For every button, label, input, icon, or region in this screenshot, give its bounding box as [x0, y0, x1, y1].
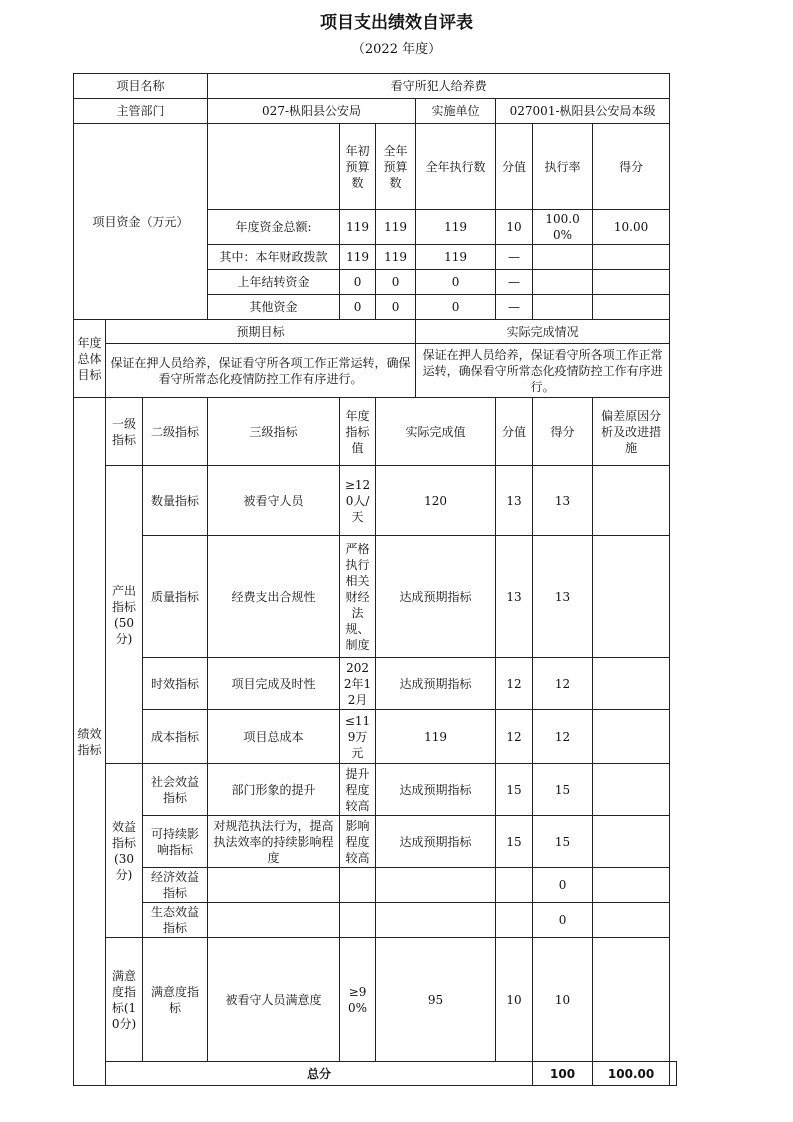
initial-budget-header: 年初预算数 [340, 124, 376, 210]
score-value-header: 分值 [496, 124, 533, 210]
target-cell [340, 868, 376, 903]
actual-cell: 达成预期指标 [376, 536, 496, 658]
target-header: 年度指标值 [340, 398, 376, 466]
deviation-cell [593, 658, 670, 710]
indicator-row [74, 658, 677, 710]
funds-header-row [74, 124, 677, 210]
project-name-row [74, 74, 677, 99]
funds-row-label: 其他资金 [208, 295, 340, 320]
level3-cell: 对规范执法行为，提高执法效率的持续影响程度 [208, 816, 340, 868]
overall-goal-label: 年度总体目标 [74, 320, 106, 398]
department-value: 027-枞阳县公安局 [208, 99, 416, 124]
deviation-cell [593, 466, 670, 536]
actual-cell: 95 [376, 938, 496, 1062]
indicator-row [74, 868, 677, 903]
funds-row-label: 其中：本年财政拨款 [208, 245, 340, 270]
actual-cell: 达成预期指标 [376, 658, 496, 710]
actual-cell: 120 [376, 466, 496, 536]
level2-cell: 经济效益指标 [143, 868, 208, 903]
funds-label: 项目资金（万元） [74, 124, 208, 320]
funds-initial: 0 [340, 295, 376, 320]
value-cell: 13 [496, 466, 533, 536]
annual-exec-header: 全年执行数 [416, 124, 496, 210]
implementing-unit-value: 027001-枞阳县公安局本级 [496, 99, 670, 124]
level3-cell: 被看守人员 [208, 466, 340, 536]
level2-cell: 质量指标 [143, 536, 208, 658]
funds-score [593, 270, 670, 295]
actual-result-text: 保证在押人员给养，保证看守所各项工作正常运转，确保看守所常态化疫情防控工作有序进行。 [416, 344, 670, 398]
performance-indicators-label: 绩效指标 [74, 398, 106, 1086]
funds-exec: 0 [416, 270, 496, 295]
indicator-row [74, 903, 677, 938]
funds-exec: 119 [416, 210, 496, 245]
value-cell [496, 903, 533, 938]
level2-cell: 生态效益指标 [143, 903, 208, 938]
funds-exec: 119 [416, 245, 496, 270]
exec-rate-header: 执行率 [533, 124, 593, 210]
total-score: 100.00 [593, 1062, 670, 1086]
indicator-row [74, 710, 677, 764]
value-header: 分值 [496, 398, 533, 466]
funds-initial: 0 [340, 270, 376, 295]
funds-score [593, 245, 670, 270]
indicator-header-row [74, 398, 677, 466]
deviation-cell [593, 536, 670, 658]
funds-rate: 100.00% [533, 210, 593, 245]
expected-goal-header: 预期目标 [106, 320, 416, 344]
benefit-indicators-label: 效益指标(30分) [106, 764, 143, 938]
department-label: 主管部门 [74, 99, 208, 124]
funds-rate [533, 295, 593, 320]
satisfaction-indicators-label: 满意度指标(10分) [106, 938, 143, 1062]
funds-annual: 0 [376, 270, 416, 295]
indicator-row [74, 536, 677, 658]
overall-goal-content-row [74, 344, 677, 398]
value-cell: 15 [496, 816, 533, 868]
actual-header: 实际完成值 [376, 398, 496, 466]
value-cell: 13 [496, 536, 533, 658]
target-cell: 2022年12月 [340, 658, 376, 710]
form-title: 项目支出绩效自评表 [320, 13, 473, 33]
deviation-cell [593, 710, 670, 764]
implementing-unit-label: 实施单位 [416, 99, 496, 124]
total-value: 100 [533, 1062, 593, 1086]
funds-value: — [496, 270, 533, 295]
level3-cell: 经费支出合规性 [208, 536, 340, 658]
deviation-cell [593, 903, 670, 938]
score-cell: 0 [533, 868, 593, 903]
form-year: （2022 年度） [351, 42, 442, 57]
level2-cell: 社会效益指标 [143, 764, 208, 816]
target-cell: 提升程度较高 [340, 764, 376, 816]
target-cell [340, 903, 376, 938]
target-cell: ≥120人/天 [340, 466, 376, 536]
funds-rate [533, 270, 593, 295]
level2-cell: 时效指标 [143, 658, 208, 710]
level3-cell: 项目完成及时性 [208, 658, 340, 710]
value-cell: 12 [496, 710, 533, 764]
level3-cell [208, 868, 340, 903]
deviation-cell [593, 816, 670, 868]
funds-annual: 0 [376, 295, 416, 320]
level3-cell: 项目总成本 [208, 710, 340, 764]
score-cell: 10 [533, 938, 593, 1062]
score-header: 得分 [533, 398, 593, 466]
project-name-label: 项目名称 [74, 74, 208, 99]
target-cell: ≥90% [340, 938, 376, 1062]
target-cell: ≤119万元 [340, 710, 376, 764]
funds-value: — [496, 295, 533, 320]
target-cell: 影响程度较高 [340, 816, 376, 868]
overall-goal-header-row [74, 320, 677, 344]
funds-value: — [496, 245, 533, 270]
funds-exec: 0 [416, 295, 496, 320]
funds-initial: 119 [340, 245, 376, 270]
funds-row-label: 上年结转资金 [208, 270, 340, 295]
deviation-header: 偏差原因分析及改进措施 [593, 398, 670, 466]
deviation-cell [593, 938, 670, 1062]
funds-header-blank [208, 124, 340, 210]
funds-value: 10 [496, 210, 533, 245]
level2-cell: 数量指标 [143, 466, 208, 536]
indicator-row [74, 816, 677, 868]
score-cell: 12 [533, 658, 593, 710]
target-cell: 严格执行相关财经法规、制度 [340, 536, 376, 658]
self-evaluation-table [73, 73, 677, 1086]
actual-result-header: 实际完成情况 [416, 320, 670, 344]
actual-cell: 达成预期指标 [376, 764, 496, 816]
value-cell [496, 868, 533, 903]
funds-initial: 119 [340, 210, 376, 245]
level2-cell: 可持续影响指标 [143, 816, 208, 868]
value-cell: 15 [496, 764, 533, 816]
score-cell: 13 [533, 466, 593, 536]
deviation-cell [593, 764, 670, 816]
actual-cell [376, 868, 496, 903]
level3-header: 三级指标 [208, 398, 340, 466]
indicator-row [74, 938, 677, 1062]
funds-score-header: 得分 [593, 124, 670, 210]
score-cell: 0 [533, 903, 593, 938]
score-cell: 13 [533, 536, 593, 658]
actual-cell: 119 [376, 710, 496, 764]
funds-row-label: 年度资金总额: [208, 210, 340, 245]
level2-header: 二级指标 [143, 398, 208, 466]
indicator-row [74, 466, 677, 536]
department-row [74, 99, 677, 124]
level2-cell: 成本指标 [143, 710, 208, 764]
funds-rate [533, 245, 593, 270]
level3-cell: 部门形象的提升 [208, 764, 340, 816]
value-cell: 10 [496, 938, 533, 1062]
level2-cell: 满意度指标 [143, 938, 208, 1062]
output-indicators-label: 产出指标(50分) [106, 466, 143, 764]
level1-header: 一级指标 [106, 398, 143, 466]
value-cell: 12 [496, 658, 533, 710]
score-cell: 15 [533, 816, 593, 868]
total-deviation [670, 1062, 677, 1086]
funds-score [593, 295, 670, 320]
actual-cell: 达成预期指标 [376, 816, 496, 868]
total-row [74, 1062, 677, 1086]
project-name-value: 看守所犯人给养费 [208, 74, 670, 99]
funds-score: 10.00 [593, 210, 670, 245]
level3-cell: 被看守人员满意度 [208, 938, 340, 1062]
score-cell: 12 [533, 710, 593, 764]
score-cell: 15 [533, 764, 593, 816]
deviation-cell [593, 868, 670, 903]
actual-cell [376, 903, 496, 938]
total-label: 总分 [106, 1062, 533, 1086]
expected-goal-text: 保证在押人员给养，保证看守所各项工作正常运转，确保看守所常态化疫情防控工作有序进行。 [106, 344, 416, 398]
level3-cell [208, 903, 340, 938]
funds-annual: 119 [376, 245, 416, 270]
funds-annual: 119 [376, 210, 416, 245]
annual-budget-header: 全年预算数 [376, 124, 416, 210]
indicator-row [74, 764, 677, 816]
